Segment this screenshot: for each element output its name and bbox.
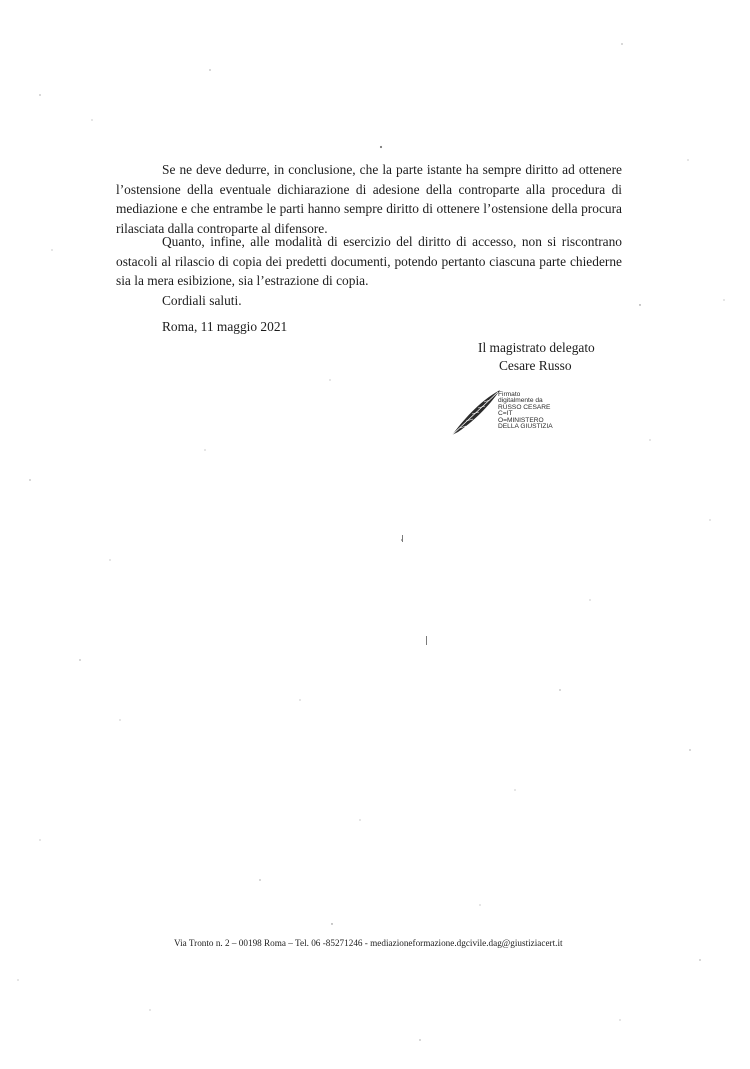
closing-greeting: Cordiali saluti. bbox=[162, 293, 242, 308]
digital-signature-stamp: Firmato digitalmente da RUSSO CESARE C=IT O=MINISTERO DELLA GIUSTIZIA bbox=[498, 391, 553, 431]
access-modalities-paragraph: Quanto, infine, alle modalità di esercizio del diritto di accesso, non si riscontrano ostacoli al rilascio di copia dei predetti documenti, potendo pertanto ciascuna parte chiederne sia la mera esibizione, sia l’estrazione di copia. bbox=[116, 234, 622, 289]
conclusion-paragraph: Se ne deve dedurre, in conclusione, che la parte istante ha sempre diritto ad ottenere l’ostensione della eventuale dichiarazione di adesione della controparte alla procedura di mediazione e che entrambe le parti hanno sempre diritto di ottenere l’ostensione della procura rilasciata dalla controparte al difensore. bbox=[116, 162, 622, 236]
digital-signature-feather-icon bbox=[448, 388, 504, 438]
footer-contact-line: Via Tronto n. 2 – 00198 Roma – Tel. 06 -85271246 - mediazioneformazione.dgcivile.dag@giustiziacert.it bbox=[174, 938, 563, 948]
signatory-name: Cesare Russo bbox=[499, 358, 572, 373]
place-and-date: Roma, 11 maggio 2021 bbox=[162, 319, 288, 334]
signatory-role: Il magistrato delegato bbox=[478, 340, 595, 355]
